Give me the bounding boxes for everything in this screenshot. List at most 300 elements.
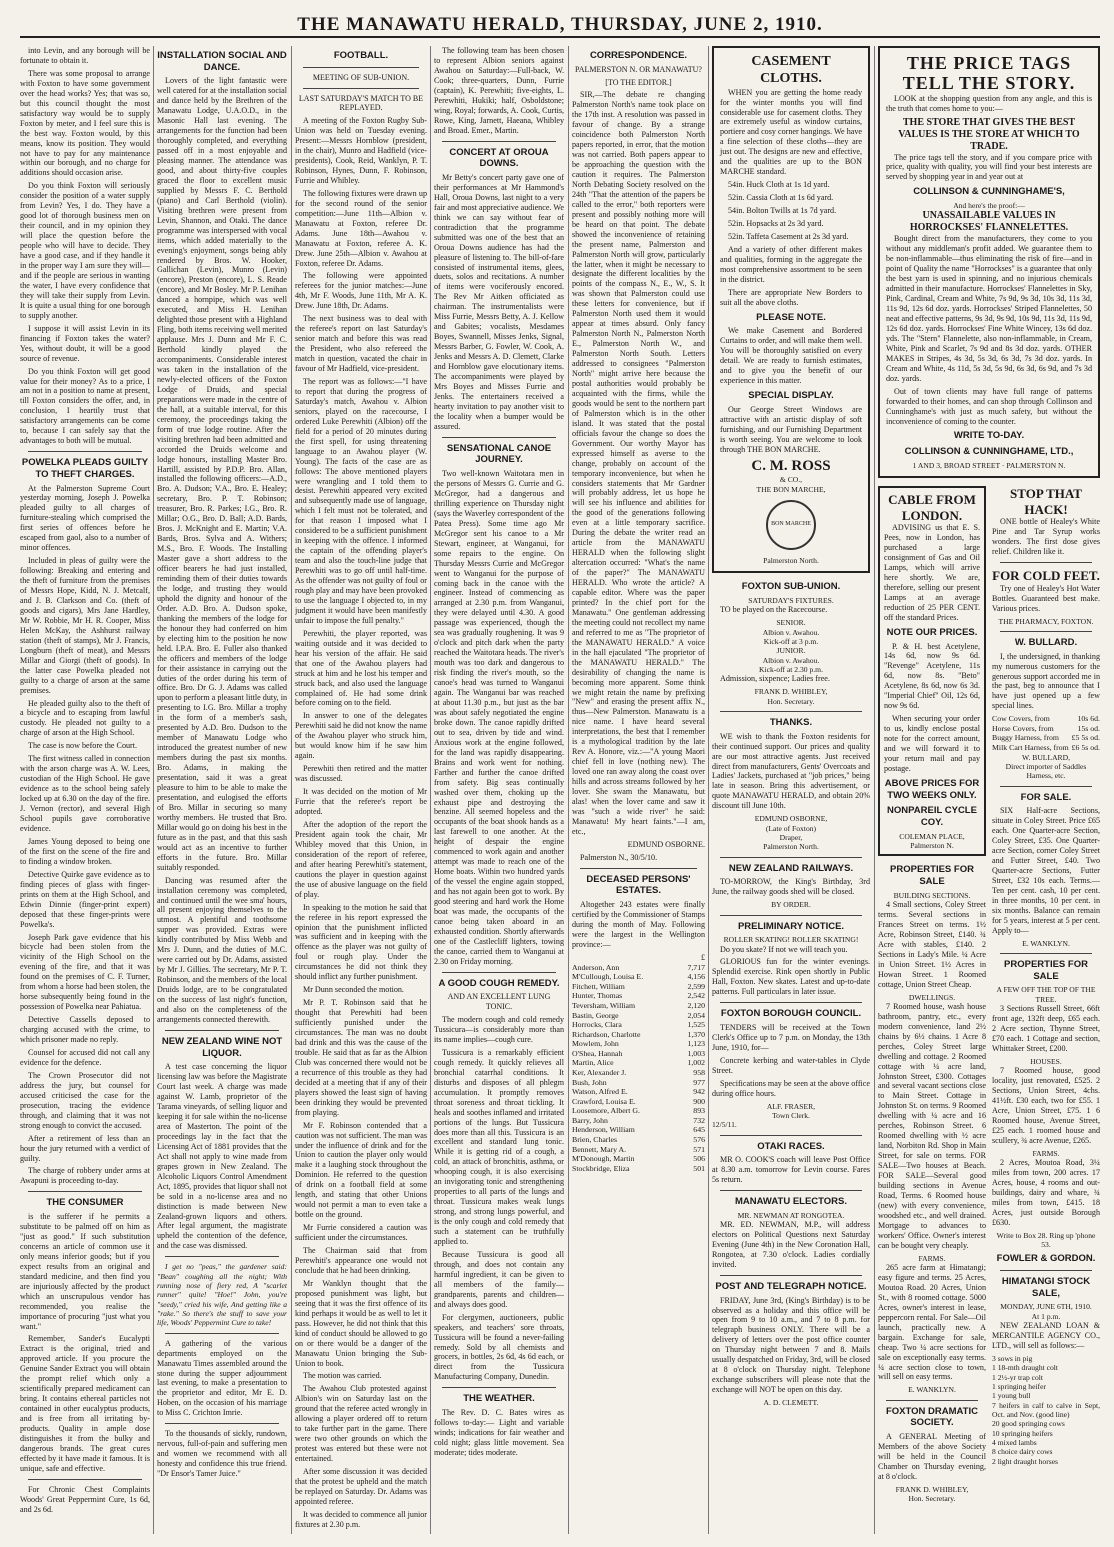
signature-line: Palmerston North. <box>763 842 819 852</box>
estate-name: Henderson, William <box>572 1125 635 1135</box>
estate-row <box>572 963 705 973</box>
estate-row <box>572 1106 705 1116</box>
estate-name: O'Shea, Hannah <box>572 1048 623 1058</box>
paragraph: For Chronic Chest Complaints Woods' Great Peppermint Cure, 1s 6d, and 2s 6d. <box>20 1484 150 1514</box>
ad-slogan: UNASSAILABLE VALUES IN HORROCKSES' FLANNELETTES. <box>909 210 1069 234</box>
estate-row <box>572 1087 705 1097</box>
ad-body: Do you skate? If not we will teach you. <box>720 944 848 954</box>
estate-row <box>572 991 705 1001</box>
ad-subheading: BUILDING SECTIONS. <box>893 890 971 900</box>
paragraph: The following were appointed referees for the junior matches:—June 4th, Mr F. Woods, June 11th, Mr A. K. Drew. June 18th, Dr. Adams. <box>295 271 427 311</box>
paragraph: Lovers of the light fantastic were well catered for at the installation social and dance held by the Brethren of the Manawatu Lodge, U.A.O.D., in the Masonic Hall last evening. The arrangements for the function had been thoroughly completed, and everything passed off in a most enjoyable and pleasing manner. The attendance was good, and about thirty-five couples graced the floor to excellent music supplied by Messrs F. C. Berthold (piano) and Carl Berthold (violin). Visiting brethren were present from Levin, Shannon, and Otaki. The dance programme was interspersed with vocal items, which added materially to the evening's enjoyment, songs being ably rendered by Bros. W. Hooker, Gallichan (Levin), Munro (Levin) (encore), Preston (encore), L. S. Reade (encore), and Mr Bosley. Mr P. Lenihan danced a hornpipe, which was well executed, and Miss H. Lenihan delighted those present with a Highland Fling, both items receiving well merited applause. Mrs J. Dunn and Mr F. C. Berthold kindly played the accompaniments. Considerable interest was taken in the installation of the newly-elected officers of the Foxton Lodge of Druids, and special preparations were made in the centre of the hall, at a suitable interval, for this ceremony, the proceedings taking the form of true lodge routine. After the visiting brethren had been admitted and accorded the Druids welcome and lodge honours, installing Master Bro. Hartill, assisted by P.D.P. Bro. Allan, installed the following officers:—A.D., Bro. A. Dudson; V.A., Bro. E. Healey; secretary, Bro. P. T. Robinson; treasurer, Bro. R. Parkes; I.G., Bro. R. Millar; O.G., Bro. D. Ball; A.D. Bards, Bros. J. McKnight and E. Martin; V.A. Bards, Bros. Sylva and A. Withers; M.S., Bro. F. Woods. The Installing Master gave a short address to the officer bearers he had just installed, reminding them of their duties towards the lodge, and trusting they would uphold the dignity and honour of the Order. A.D. Bro. A. Dudson spoke, thanking the members of the lodge for the honour they had conferred on him by electing him to the position he now held. I.P.A. Bro. E. Fuller also thanked the officers and members of the lodge for their assistance in carrying out the duties of the order during his term of office. Bro. Dr G. J. Adams was called upon to perform a pleasant little duty, in presenting to I.G. Bro. Millar a trophy in the form of a member's sash, presented by A.D. Bro. Dudson to the member of Manawatu Lodge who introduced the greatest number of new members during the past six months. Bro. Adams, in making the presentation, said it was a great pleasure to him to be able to make the presentation, and eulogised the efforts of Bro. Millar in securing so many worthy members. He trusted that Bro. Millar would go on doing his best in the future as in the past, and that this sash would act as an incentive to further efforts in the future. Bro. Millar suitably responded. <box>157 76 287 872</box>
estate-amount: 1,003 <box>687 1048 705 1058</box>
divider <box>720 1190 862 1191</box>
ad-heading: HIMATANGI STOCK SALE, <box>1001 1276 1091 1299</box>
ad-body: Specifications may be seen at the above office during office hours. <box>712 1078 870 1098</box>
ad-subheading: A FEW OFF THE TOP OF THE TREE. <box>996 985 1096 1004</box>
estate-amount: 2,054 <box>687 1010 705 1020</box>
paragraph: SIR,—The debate re changing Palmerston North's name took place on the 17th inst. A resolution was passed in favour of change. By a strange coincidence both Palmerston North papers reported, in error, that the motion was not carried. Both papers appear to be approaching the question with the caution it requires. The Palmerston North Debating Society resolved on the 24th "That the attention of the papers be called to the error," both reporters were present and possibly nothing more will be heard on that point. The debate showed the inconvenience of retaining the present name, Palmerston and Palmerston North will grow, particularly the latter, when it might be necessary to designate the different localities by the points of the compass N., E., W., S. It was shown that Palmerston could use these letters for convenience, but if Palmerston North used them it would appear at times absurd. Only fancy Palmerston North N., Palmerston North E., Palmerston North W., and Palmerston North South. Letters addressed to consignees "Palmerston North" might arrive here because the postal authorities would probably be acquainted with the firms, while the goods would be sent to the northern part of Palmerston which is in the other island. It was stated that the postal officials favour the change so does the Government. Our worthy Mayor has expressed himself as averse to the change, probably on account of the temporary inconvenience, but when he considers statements that Mr Gardner will probably address, let us hope he will see his influence and abilities for the good of the generations following even at a little temporary sacrifice. During the debate the writer read an article from the MANAWATU HERALD when the following slight altercation occurred: "What's the name of the paper?" The MANAWATU HERALD. Who wrote the article? A capable editor. Where was the paper printed? In the chief port for the Manawatu." One gentleman addressing the meeting could not recollect my name and referred to me as "The proprietor of the MANAWATU HERALD." A voice in the hall ejaculated "The proprietor of the MANAWATU HERALD." The desirability of changing the name is becoming more apparent. Some think we might retain the name by prefixing "New" and erasing the present affix N., thus—New Palmerston. Manawatu is a nice name. I have heard several interpretations, the best that I remember is a mythological tradition by the late Rev A. Honore, viz.:—"A young Maori chief fell in love (nothing new). The loved one ran away along the coast over hills and across streams followed by her lover. She swam the Manawatu, but alas! when the lover came and saw it was "such a wide river" he said: Manawatu! My heart faints."—I am, etc., <box>572 90 705 836</box>
divider <box>303 88 419 89</box>
paragraph: The Crown Prosecutor did not address the jury, but counsel for accused criticised the case for the prosecution, tracing the evidence through, and claiming that it was not strong enough to convict the accused. <box>20 1070 150 1130</box>
divider <box>28 451 142 452</box>
article-subheading: LAST SATURDAY'S MATCH TO BE REPLAYED. <box>298 93 424 113</box>
article-heading: NEW ZEALAND WINE NOT LIQUOR. <box>161 1035 283 1059</box>
estate-name: Martin, Alice <box>572 1058 614 1068</box>
match: Albion v. Awahou. <box>762 627 820 637</box>
price-item-name: Buggy Harness, from <box>992 733 1059 743</box>
paragraph: Mr Wanklyn thought that the proposed punishment was light, but seeing that it was the first offence of its kind perhaps it would be as well to let it pass. However, he did not think that this kind of conduct should be allowed to go on or there would be a danger of the Manawatu Union bringing the Sub-Union to book. <box>295 1278 427 1368</box>
paragraph: To the thousands of sickly, rundown, nervous, full-of-pain and suffering men and women we recommend with all honesty and confidence this true friend. "Dr Ensor's Tamer Juice." <box>157 1429 287 1479</box>
estate-amount: 576 <box>693 1135 705 1145</box>
ad-subheading: FARMS. <box>1032 1148 1060 1158</box>
article-subheading: PALMERSTON N. OR MANAWATU? <box>575 64 702 74</box>
ad-heading: NOTE OUR PRICES. <box>886 626 978 638</box>
ad-heading: PRELIMINARY NOTICE. <box>737 920 845 932</box>
ad-body: Concrete kerbing and water-tables in Clyde Street. <box>712 1055 870 1075</box>
ad-body: And a variety of other different makes and qualities, forming in the aggregate the most comprehensive assortment to be seen in the district. <box>720 244 862 284</box>
estate-name: Ker, Alexander J. <box>572 1068 627 1078</box>
ad-title: CABLE FROM LONDON. <box>888 492 976 523</box>
price-item-name: Horse Covers, from <box>992 723 1054 733</box>
ad-body: We make Casement and Bordered Curtains to order, and will make them well. You will be thoroughly satisfied on every detail. We are ready to furnish estimates, and to give you the benefit of our experience in this matter. <box>720 326 862 386</box>
stock-item: 10 springing heifers <box>992 1428 1053 1438</box>
estate-name: Stockbridge, Eliza <box>572 1163 630 1173</box>
divider <box>720 915 862 916</box>
paragraph: It was decided to commence all junior fixtures at 2.30 p.m. <box>295 1509 427 1529</box>
ad-heading: FOR SALE. <box>1020 791 1072 803</box>
estate-row <box>572 1039 705 1049</box>
stock-item: 1 young bull <box>992 1391 1031 1401</box>
ad-body: TENDERS will be received at the Town Clerk's Office up to 7 p.m. on Monday, the 13th June, 1910, for— <box>712 1022 870 1052</box>
paragraph: The Rev. D. C. Bates wires as follows to-day:— Light and variable winds; indications for fair weather and cold night; glass little movement. Sea moderate; tides moderate. <box>434 1408 564 1457</box>
firm-name: NONPAREIL CYCLE COY. <box>887 805 977 828</box>
estate-row <box>572 1001 705 1011</box>
estate-row <box>572 1154 705 1164</box>
ad-subheading: At 1 p.m. <box>1031 1311 1061 1321</box>
ad-subheading: DWELLINGS. <box>908 992 956 1002</box>
ad-body: ADVISING us that E. S. Pees, now in London, has purchased a large consignment of Gas and Oil Lamps, which will arrive here shortly. We are, therefore, selling our present Lamps at an average reduction of 25 PER CENT. off the standard Prices. <box>884 523 980 622</box>
ad-title: STOP THAT HACK! <box>1010 486 1082 517</box>
paragraph: He pleaded guilty also to the theft of a bicycle and to escaping from lawful custody. He pleaded not guilty to a charge of arson at the High School. <box>20 698 150 738</box>
ad-body: ONE bottle of Healey's White Pine and Tar Syrup works wonders. The first dose gives relief. Children like it. <box>992 517 1100 557</box>
paragraph: Remember, Sander's Eucalypti Extract is the original, tried and approved article. If you procure the Genuine Sander Extract you will obtain the prompt relief which only a scientifically prepared medicament can bring. It contains ethereal particles not contained in other eucalyptus products, and is free from all irritating by-products. Quality in ample dose distinguishes it from the bulky and dangerous brands. The great cures effected by it have made it famous. It is unique, safe and effective. <box>20 1334 150 1473</box>
estate-amount: 571 <box>693 1144 705 1154</box>
ad-item: 52in. Cassia Cloth at 1s 6d yard. <box>728 193 834 203</box>
column-divider <box>430 46 431 1534</box>
column-divider <box>874 46 875 1534</box>
estate-amount: 977 <box>693 1077 705 1087</box>
verse: I get no "peas," the gardener said: "Bean" coughing all the night; With running nose of fiery red, A "scarlet runner" quite! "Hoe!" John, you're "seedy," cried his wife, And getting like a "rake." So there's the stuff to save your life, Woods' Peppermint Cure to take! <box>157 1262 287 1328</box>
signature: FRANK D. WHIBLEY, <box>754 687 828 697</box>
divider <box>442 1387 556 1388</box>
article-heading: POWELKA PLEADS GUILTY TO THEFT CHARGES. <box>21 457 149 480</box>
divider <box>1000 786 1092 787</box>
price-item-price: £6 5s od. <box>1071 743 1100 753</box>
paragraph: The case is now before the Court. <box>28 741 138 751</box>
estate-name: Barry, John <box>572 1115 608 1125</box>
divider <box>1000 562 1092 563</box>
masthead <box>20 8 1100 38</box>
ads-column-1 <box>712 46 870 1534</box>
article-heading: CORRESPONDENCE. <box>589 50 688 61</box>
paragraph: In speaking to the motion he said that the referee in his report expressed the opinion that the punishment inflicted was sufficient and in keeping with the offence as the player was not guilty of foul or rough play. Under the circumstances he did not think they should inflict any further punishment. <box>295 902 427 982</box>
stock-item: 2 light draught horses <box>992 1456 1059 1466</box>
article-heading: INSTALLATION SOCIAL AND DANCE. <box>157 50 287 73</box>
divider <box>442 972 556 973</box>
signature: FRANK D. WHIBLEY, <box>895 1484 969 1494</box>
paragraph: There was some proposal to arrange with Foxton to have some government over the head works? Yes; that was so, but this council thought the most satisfactory way would be to supply Foxton by meter, and I feel sure this is the best way. Foxton would, by this means, know its position. They would not have to pay for any maintenance within our borough, and no charge for additions should occasion arise. <box>20 68 150 178</box>
stock-item: 7 heifers in calf to calve in Sept, Oct. and Nov. (good line) <box>992 1400 1100 1419</box>
price-item <box>992 724 1100 734</box>
signature-title: Direct importer of Saddles Harness, etc. <box>1005 761 1087 781</box>
divider <box>442 437 556 438</box>
paragraph: The next business was to deal with the referee's report on last Saturday's senior match and before this was read the President, who also refereed the match in question, vacated the chair in favour of Mr Hadfield, vice-president. <box>295 314 427 374</box>
estate-name: Bennett, Mary A. <box>572 1144 627 1154</box>
estate-amount: 4,156 <box>687 972 705 982</box>
estate-name: Anderson, Ann <box>572 962 620 972</box>
paragraph: For clergymen, auctioneers, public speakers, and teachers' sore throats, Tussicura will be found a never-failing remedy. Sold by all chemists and grocers, in bottles, 2s 6d, 4s 6d each, or direct from the Tussicura Manufacturing Company, Dunedin. <box>434 1312 564 1382</box>
ad-heading: FOXTON BOROUGH COUNCIL. <box>720 1008 862 1020</box>
estate-row <box>572 1030 705 1040</box>
paragraph: After some discussion it was decided that the protest be upheld and the match be replayed on Saturday. Dr. Adams was appointed referee. <box>295 1467 427 1506</box>
estate-amount: 2,120 <box>687 1000 705 1010</box>
date-line: Palmerston N., 30/5/10. <box>580 852 658 862</box>
ad-body: TO-MORROW, the King's Birthday, 3rd June, the railway goods shed will be closed. <box>712 877 870 897</box>
divider <box>165 1030 279 1031</box>
stock-item: 1 18-mth draught colt <box>992 1363 1059 1373</box>
estate-row <box>572 1145 705 1155</box>
paragraph: Included in pleas of guilty were the following: Breaking and entering and the theft of furniture from the premises of Messrs Hope, Kidd, N. J. Metcalf, and J. B. Clarkson and Co. (theft of goods and cigars), Mrs Jane Hardley, Mr W. Robbie, Mr H. R. Cooper, Miss Helen McKay, the Ashhurst railway station (theft of stamps), Mr J. Francis, Longburn (theft of meat), and Messrs Millar and Giorgi (theft of goods). In the latter case Powelka pleaded not guilty to a charge of arson at the same premises. <box>20 556 150 695</box>
ad-body: LOOK at the shopping question from any angle, and this is the truth that comes home to you:— <box>886 93 1092 113</box>
ad-heading: ABOVE PRICES FOR TWO WEEKS ONLY. <box>884 777 980 801</box>
article-heading: SENSATIONAL CANOE JOURNEY. <box>446 442 552 466</box>
paragraph: A meeting of the Foxton Rugby Sub-Union was held on Tuesday evening. Present:—Messrs Hornblow (president, in the chair), Munro and Hadfield (vice-presidents), Cook, Reid, Wanklyn, P. T. Robinson, Hynes, Dunn, F. Robinson, Furrie and Whibley. <box>295 116 427 185</box>
paragraph: Joseph Park gave evidence that his bicycle had been stolen from the vicinity of the High School on the evening of the fire, and that it was found on the premises of C. F. Turner, from whom a horse had been stolen, the horse subsequently being found in the possession of Powelka near Pahiatua. <box>20 932 150 1012</box>
ad-body: SIX Half-acre Sections, situate in Coley Street. Price £65 each. One Quarter-acre Section, Coley Street, £35. One Quarter-acre Section, corner Coley Street and Futter Street, £40. Two Quarter-acre Sections, Futter Street, £32 10s each. Terms.—Ten per cent. cash, 10 per cent. in three months, 10 per cent. in six months. Balance can remain for 5 years, interest at 5 per cent. Apply to— <box>992 806 1100 935</box>
column-5 <box>572 46 705 1534</box>
ad-item: 54in. Bolton Twills at 1s 7d yard. <box>728 206 837 216</box>
ad-body: 3 Sections Russell Street, 66ft front age, 132ft deep, £65 each. 2 Acre section, Thynne Street, £70 each. 1 Cottage and section, Whittaker Street, £200. <box>992 1004 1100 1053</box>
estate-row <box>572 1078 705 1088</box>
price-item-name: Milk Cart Harness, from <box>992 743 1069 753</box>
ad-body: MR O. COOK'S coach will leave Post Office at 8.30 a.m. tomorrow for Levin course. Fares 5s return. <box>712 1155 870 1185</box>
estate-name: M'Cullough, Louisa E. <box>572 972 644 982</box>
paragraph: The Chairman said that from Perewhiti's appearance one would not conclude that he had been drinking. <box>295 1246 427 1275</box>
ad-body: 265 acre farm at Himatangi; easy figure and terms. 25 Acres, Moutoa Road. 20 Acres, Union St., with 8 roomed cottage. 5000 Acres, owner's interest in lease, peppercorn rental. For Sale—Oil launch, practically new. A bargain. Exchange for sale, cheap. Two ¼ acre sections for sale on exceptionally easy terms. ¼ acre section close to town, will sell on easy terms. <box>878 1263 986 1382</box>
estate-row <box>572 1125 705 1135</box>
ad-slogan: THE STORE THAT GIVES THE BEST VALUES IS THE STORE AT WHICH TO TRADE. <box>898 116 1080 152</box>
ad-subheading: FARMS. <box>918 1253 946 1263</box>
ad-heading: PROPERTIES FOR SALE <box>1004 959 1088 982</box>
firm-co: & CO., <box>779 475 803 485</box>
paragraph: Two well-known Waitotara men in the persons of Messrs G. Currie and G. McGregor, had a dangerous and thrilling experience on Thursday night (says the Waverley correspondent of the Patea Press). Some time ago Mr McGregor sent his canoe to a Mr Stewart, engineer, at Wanganui, for some repairs to the engine. On Thursday Messrs Currie and McGregor went to Wanganui for the purpose of coming back in the canoe with the engineer. Instead of commencing as arranged at 2.30 p.m. from Wanganui, they were delayed until 4.30. A good passage was experienced, though the sea was gradually roughening. It was 9 o'clock and pitch dark when the party reached the Waitotara heads. The river's mouth was too dark and dangerous to risk finding the river's mouth, so the canoe's head was turned to Wanganui again. The Wanganui bar was reached at about 11.30 p.m., but just as the bar was about safely negotiated the engine broke down. The canoe rapidly drifted out to sea, driven by tide and wind. Anxious work at the engine followed, for the land was rapidly disappearing. Brains and work went for nothing. Farther and further the canoe drifted from safety. Big seas continually washed over them, choking up the exhaust pipe and destroying the benzine. All seemed hopeless and the occupants of the boat shook hands as a last farewell to one another. At the height of despair the engine commenced to work again and another attempt was made to reach one of the Home boats. Within two hundred yards of the vessel the engine again stopped, and has not again been got to work. By good steering and hard work the Home boat was made, the occupants of the canoe being taken aboard in an exhausted condition. Shortly afterwards one of the Castlecliff lighters, towing the canoe, carried them to Wanganui at 2.30 on Friday morning. <box>434 469 564 966</box>
currency-symbol: £ <box>701 952 705 962</box>
paragraph: Perewhiti then retired and the matter was discussed. <box>295 764 427 784</box>
grade-label: JUNIOR. <box>776 646 806 656</box>
paragraph: The first witness called in connection with the arson charge was A. W. Lees, custodian of the High School. He gave evidence as to the school being safely locked up at 6.30 on the day of the fire. J. Vernon (rector), and several High School pupils gave corroborative evidence. <box>20 754 150 833</box>
estate-amount: 645 <box>693 1125 705 1135</box>
estate-name: Hunter, Thomas <box>572 991 623 1001</box>
signature: W. BULLARD, <box>1021 752 1071 762</box>
price-item-price: £5 5s od. <box>1071 733 1100 743</box>
estate-amount: 1,525 <box>687 1020 705 1030</box>
ad-heading: PLEASE NOTE. <box>756 311 826 323</box>
cable-ad <box>878 486 986 856</box>
stock-item: 3 sows in pig <box>992 1353 1033 1363</box>
divider <box>886 1400 978 1401</box>
ad-heading: OTAKI RACES. <box>757 1140 825 1152</box>
ad-body: 4 Small sections, Coley Street terms. Several sections in Frances Street on terms. 1½ Acre, Robinson Street, £140. ¾ Acre with stables, £140. 2 Sections in Lady's Mile. ¼ Acre in Union Street. 1½ Acres in Howan Street. 1 Roomed cottage, Union Street Cheap. <box>878 899 986 989</box>
paragraph: Perewhiti, the player reported, was waiting outside and it was decided to hear his version of the affair. He said that one of the Awahou players had struck at him and he lost his temper and struck back, and also used the language complained of. He had some drink before coming on to the field. <box>295 628 427 708</box>
estate-name: M'Donough, Martin <box>572 1154 635 1164</box>
paragraph: James Young deposed to being one of the first on the scene of the fire and to finding a window broken. <box>20 836 150 866</box>
ad-body: A GENERAL Meeting of Members of the above Society will be held in the Council Chamber on Thursday evening, at 8 o'clock. <box>878 1432 986 1481</box>
ad-subheading: SATURDAY'S FIXTURES. <box>748 596 834 606</box>
newspaper-title: THE MANAWATU HERALD, THURSDAY, JUNE 2, 1910. <box>297 14 823 35</box>
estate-name: Mowlem, John <box>572 1039 619 1049</box>
ad-body: When securing your order to us, kindly enclose postal note for the correct amount, and we will forward it to your return mail and pay postage. <box>884 714 980 773</box>
paragraph: The motion was carried. <box>303 1371 382 1381</box>
ad-heading: FOXTON SUB-UNION. <box>741 581 841 593</box>
price-item <box>992 714 1100 724</box>
date-line: 12/5/11. <box>712 1120 737 1130</box>
paragraph: Do you think Foxton will get good value for their money? As to a price, I am not in a position to name at present, till Foxton considers the offer, and, in conclusion, I heartily trust that satisfactory arrangements can be come to, because I can safely say that the advantages to both will be mutual. <box>20 366 150 446</box>
paragraph: The modern cough and cold remedy Tussicura—is considerably more than its name implies—cough cure. <box>434 1015 564 1044</box>
ad-heading: NEW ZEALAND RAILWAYS. <box>728 862 854 874</box>
ad-body: GLORIOUS fun for the winter evenings. Splendid exercise. Rink open shortly in Public Hall, Foxton. New skates. Latest and up-to-date patterns. Full particulars in later issue. <box>712 957 870 997</box>
estate-row <box>572 1058 705 1068</box>
paragraph: I suppose it will assist Levin in its financing if Foxton takes the water? Yes, without doubt, it will be a good source of revenue. <box>20 323 150 363</box>
estate-row <box>572 1135 705 1145</box>
estate-name: Teversham, William <box>572 1000 636 1010</box>
estate-amount: 1,370 <box>687 1029 705 1039</box>
divider <box>1000 631 1092 632</box>
divider <box>28 1479 142 1480</box>
estate-amount: 2,599 <box>687 981 705 991</box>
paragraph: A test case concerning the liquor licensing law was before the Magistrate Court last week. A charge was made against W. Lamb, proprietor of the Tarama vineyards, of selling liquor and keeping it for sale within the no-license area of Masterton. The point of the proceedings lay in the fact that the Licensing Act of 1881 provides that the Act shall not apply to wine made from grapes grown in New Zealand. The Alcoholic Liquors Control Amendment Act, 1895, provides that liquor shall not be sold in a no-license area and no distinction is made between New Zealand-grown liquors and others. After legal argument, the magistrate upheld the contention of the defence, and the case was dismissed. <box>157 1062 287 1251</box>
paragraph: A gathering of the various departments employed on the Manawatu Times assembled around the stone during the supper adjournment last evening, to make a presentation to the proprietor and editor, Mr E. D. Hoben, on the occasion of his marriage to Miss C. Crichton Imrie. <box>157 1338 287 1418</box>
estate-row <box>572 1020 705 1030</box>
estate-amount: 1,123 <box>687 1039 705 1049</box>
ad-body: And here's the proof:— <box>953 201 1025 211</box>
stock-item: 4 mixed lambs <box>992 1437 1037 1447</box>
paragraph: The following fixtures were drawn up for the second round of the senior competition:—June 11th—Albion v. Manawatu at Foxton, referee Dr. Adams. June 18th—Awahou v. Manawatu at Foxton, referee A. K. Drew. June 25th—Albion v. Awahou at Foxton, referee Dr. Adams. <box>295 188 427 268</box>
estate-amount: 501 <box>693 1163 705 1173</box>
divider <box>720 711 862 712</box>
paragraph: In answer to one of the delegates Perewhiti said he did not know the name of the Awahou player who struck him, but would know him if he saw him again. <box>295 711 427 761</box>
paragraph: Detective Cassells deposed to charging accused with the crime, to which prisoner made no reply. <box>20 1015 150 1045</box>
article-heading: CONCERT AT OROUA DOWNS. <box>449 146 549 170</box>
estate-name: Brien, Charles <box>572 1135 618 1145</box>
ad-subheading: HOUSES. <box>1030 1056 1062 1066</box>
estate-name: Horrocks, Clara <box>572 1020 622 1030</box>
paragraph: Detective Quirke gave evidence as to finding pieces of glass with finger-prints on them at the High School, and Edwin Dinnie (finger-print expert) deposed that these finger-prints were Powelka's. <box>20 869 150 929</box>
divider <box>580 868 697 869</box>
article-heading: FOOTBALL. <box>333 50 389 61</box>
paragraph: The Awahou Club protested against Albion's win on Saturday last on the ground that the referee acted wrongly in allowing a player ordered off to return to take further part in the game. There were two other grounds on which the protest was entered but these were not entertained. <box>295 1384 427 1464</box>
ad-item: 54in. Huck Cloth at 1s 1d yard. <box>728 180 830 190</box>
ad-body: Bought direct from the manufacturers, they come to you without any middleman's profit added. We guarantee them to be non-inflammable—thus eliminating the risk of fire—and in point of Quality the name "Horrockses" is a guarantee that only the best yarn is used in spinning, and no injurious chemicals admitted in their manufacture. Horrockses' Flannelettes in Sky, Pink, Cardinal, Cream and White, 7s 9d, 9s 3d, 10s 3d, 11s 3d, 11s 9d, 12s 6d doz. yards. Horrockses' Striped Flannelettes, 50 neat and effective patterns, 9s 3d, 9s 9d, 10s 9d, 11s 3d, 11s 9d, 12s 6d doz. yards. Horrockses' Fine White Wincey, 13s 6d doz. yds. The "Stern" Flannelette, also non-inflammable, in Cream, White, Pink and Scarlet, 7s 9d and 8s 3d doz. yards. OTHER MAKES in Stripes, 4s 3d, 5s 3d, 6s 3d, 7s 3d doz. yards. In Cream and White, 4s 11d, 5s 3d, 5s 9d, 6s 3d, 6s 9d, and 7s 3d doz. yards. <box>886 234 1092 383</box>
estate-row <box>572 1049 705 1059</box>
estate-amount: 7,717 <box>687 962 705 972</box>
signature-line: (Late of Foxton) <box>765 823 817 833</box>
ad-heading: MANAWATU ELECTORS. <box>734 1196 848 1208</box>
estate-amount: 942 <box>693 1087 705 1097</box>
divider <box>303 67 419 68</box>
ad-body: Try one of Healey's Hot Water Bottles. Guaranteed best make. Various prices. <box>992 583 1100 613</box>
paragraph: Mr Dunn seconded the motion. <box>303 985 404 995</box>
estate-row <box>572 1097 705 1107</box>
paragraph: Mr Betty's concert party gave one of their performances at Mr Hammond's Hall, Oroua Downs, last night to a very fair and most appreciative audience. We think we can say without fear of contradiction that the programme submitted was one of the best that an Oroua Downs audience has had the pleasure of listening to. The bill-of-fare consisted of instrumental items, glees, duets, solos and recitations. A number of items were vociferously encored. The Rev Mr Aitken officiated as chairman. The instrumentalists were Miss Furrie, Messrs Betty, A. J. Kellow and Gabites; vocalists, Mesdames Boyes, Swannell, Misses Jenks, Signal, Messrs Barber, G. Fowler, W. Cook, A. Jenks and Messrs A. D. Clemett, Clarke and Hornblow gave elocutionary items. The accompaniments were played by Mrs Boyes and Misses Furrie and Jenks. The entertainers received a hearty invitation to pay another visit to the locality when a bumper would be assured. <box>434 172 564 431</box>
divider <box>165 1333 279 1334</box>
column-divider <box>708 46 709 1534</box>
ad-item: 52in. Hopsacks at 2s 3d yard. <box>728 219 824 229</box>
ad-body: Admission, sixpence; Ladies free. <box>720 674 830 684</box>
paragraph: Because Tussicura is good all through, and does not contain any harmful ingredient, it can be given to all members of the family—grandparents, parents and children—and always does good. <box>434 1249 564 1309</box>
ad-body: WE wish to thank the Foxton residents for their continued support. Our prices and quality are our most attractive agents. Just received direct from manufacturers, Gents' Overcoats and Ladies' Jackets, purchased at "job prices," being late in season. Bring this advertisement, or quote MANAWATU HERALD, and obtain 20% discount till June 10th. <box>712 731 870 811</box>
column-2 <box>157 46 287 1534</box>
paragraph: The following team has been chosen to represent Albion seniors against Awahou on Saturday:—Full-back, W. Cook; three-quarters, Dunn, Furrie (captain), K. Perewhiti; five-eights, L. Perewhiti, Hukiki; half, Osboldstone; wing, Royal; forwards, A. Cook, Curtis, Rowe, King, Jarnett, Haeana, Whibley and Broad. Emer., Martin. <box>434 46 564 135</box>
ad-body: There are appropriate New Borders to suit all the above cloths. <box>720 287 862 307</box>
ad-body: P. & H. best Acetylene, 14s 6d, now 9s 6d. "Revenge" Acetylene, 11s 6d, now 8s. "Beto" Acetylene, 8s 6d, now 6s 3d. "Imperial Chief" Oil, 12s 6d, now 9s 6d. <box>884 641 980 711</box>
divider <box>720 1135 862 1136</box>
estate-row <box>572 972 705 982</box>
paragraph: Altogether 243 estates were finally certified by the Commissioner of Stamps during the month of May. Following were the largest in the Wellington province:— <box>572 900 705 949</box>
firm-store: THE BON MARCHE, <box>756 484 826 494</box>
ad-body: Our George Street Windows are attractive with an artistic display of soft furnishing, and our Furnishing Department is worth seeing. You are welcome to look through THE BON MARCHE. <box>720 404 862 454</box>
article-subheading: [TO THE EDITOR.] <box>605 77 672 87</box>
article-subheading: AND AN EXCELLENT LUNG TONIC. <box>447 992 551 1012</box>
ad-title: FOR COLD FEET. <box>992 568 1100 584</box>
stock-item: 20 good springing cows <box>992 1419 1065 1429</box>
price-item <box>992 733 1100 743</box>
signature-title: Hon. Secretary. <box>908 1494 956 1504</box>
casement-ad <box>712 46 870 573</box>
estate-amount: 1,002 <box>687 1058 705 1068</box>
signature: A. D. CLEMETT. <box>763 1398 819 1408</box>
ad-body: 7 Roomed house, wash house bathroom, pantry, etc., every modern convenience, land 2½ chains by 6½ chains. 1 Acre 8 perches, Coley Street large dwelling and cottage. 2 Roomed cottage with ¼ acre land, Johnston Street, £300. Cottages and several vacant sections close to Main Street. Cottage in Johnston St. on terms. 9 Roomed dwelling with ¼ acre and 16 perches, Robinson Street. 6 Roomed dwelling with ½ acre land, Norbiton Rd. Shop in Main Street, for sale on terms. FOR SALE—Two houses at Beach. FOR SALE—Several good building sections in Avenue Road, Terms. 6 Roomed house (new) with every convenience, woodshed etc., and well drained. Mortgage to advances to workers' Office. Owner's interest can be bought very cheaply. <box>878 1001 986 1250</box>
ad-heading: POST AND TELEGRAPH NOTICE. <box>715 1280 867 1292</box>
column-divider <box>568 46 569 1534</box>
paragraph: Tussicura is a remarkably efficient cough remedy. It quickly relieves all bronchial catarrhal conditions. It disturbs and disposes of all phlegm accumulation. It promptly removes throat soreness and throat tickling. It heals and soothes inflamed and irritated portions of the lungs. But Tussicura does more than all this. Tussicura is an excellent and standard lung tonic. While it is getting rid of a cough, a cold, an attack of bronchitis, asthma, or whooping cough, it is also exercising an invigorating tonic and strengthening properties to all parts of the lungs and throat. Tussicura makes weak lungs strong, and strong lungs powerful, and is the only cough and cold remedy that such a statement can be truthfully applied to. <box>434 1047 564 1246</box>
paragraph: into Levin, and any borough will be fortunate to obtain it. <box>20 46 150 65</box>
stock-list <box>992 1354 1100 1466</box>
ad-heading: THANKS. <box>769 717 813 728</box>
ad-title: THE PRICE TAGS TELL THE STORY. <box>902 53 1076 93</box>
ad-body: I, the undersigned, in thanking my numerous customers for the generous support accorded me in the past, beg to announce that I have just opened up a few special lines. <box>992 651 1100 711</box>
ad-subheading: MONDAY, JUNE 6TH, 1910. <box>1000 1302 1092 1312</box>
ad-body: MR. ED. NEWMAN, M.P., will address electors on Political Questions next Saturday Evening (June 4th) in the New Coronation Hall, Rongotea, at 7.30 o'clock. Ladies cordially invited. <box>712 1220 870 1269</box>
paragraph: Mr F. Robinson contended that a caution was not sufficient. The man was under the influence of drink and for the Union to caution the player only would make it a laughing stock throughout the Dominion. He referred to the question of drink on a football field at some length, and stating that other Unions would not permit a man to even take a bottle on the ground. <box>295 1120 427 1220</box>
divider <box>720 1275 862 1276</box>
ad-body: NEW ZEALAND LOAN & MERCANTILE AGENCY CO., LTD., will sell as follows:— <box>992 1321 1100 1350</box>
signature: E. WANKLYN. <box>908 1385 956 1395</box>
signature-line: Draper, <box>779 832 803 842</box>
signature: EDMUND OSBORNE. <box>627 839 705 849</box>
divider <box>28 1191 142 1192</box>
article-heading: THE CONSUMER <box>46 1197 124 1209</box>
divider <box>720 1002 862 1003</box>
paragraph: At the Palmerston Supreme Court yesterday morning, Joseph J. Powelka pleaded guilty to all charges of furniture-stealing which comprised the first series of offences before he escaped from gaol, also to a number of minor offences. <box>20 483 150 553</box>
article-heading: THE WEATHER. <box>463 1393 535 1405</box>
ad-heading: WRITE TO-DAY. <box>953 430 1025 442</box>
firm-name: THE PHARMACY, FOXTON. <box>998 616 1094 626</box>
firm-address: 1 AND 3, BROAD STREET · PALMERSTON N. <box>912 460 1066 470</box>
match: Albion v. Awahou. <box>762 655 820 665</box>
paragraph: Mr P. T. Robinson said that he thought that Perewhiti had been sufficiently punished under the circumstances. The man was no doubt bad drink and this was the cause of the trouble. He said that as far as the Albion Club was concerned there would not be a recurrence of this trouble as they had decided at a meeting that if any of their players showed the least sign of having been drinking they would be prevented from playing. <box>295 998 427 1117</box>
estate-name: Loosemore, Albert G. <box>572 1106 640 1116</box>
article-heading: DECEASED PERSONS' ESTATES. <box>586 873 691 897</box>
logo-text: BON MARCHE <box>771 521 811 528</box>
paragraph: Mr Furrie considered a caution was sufficient under the circumstances. <box>295 1223 427 1243</box>
ad-body: Out of town clients may have full range of patterns forwarded to their homes, and can shop through Collinson and Cunninghame's with just as much safety, but without the inconvenience of coming to the counter. <box>886 386 1092 426</box>
estate-amount: 900 <box>693 1096 705 1106</box>
ad-heading: PROPERTIES FOR SALE <box>890 864 974 887</box>
ad-heading: FOXTON DRAMATIC SOCIETY. <box>885 1405 978 1429</box>
estate-amount: 732 <box>693 1115 705 1125</box>
signature: ALF. FRASER, <box>766 1101 816 1111</box>
price-item <box>992 743 1100 753</box>
estate-name: Crawford, Louisa E. <box>572 1096 636 1106</box>
column-3 <box>295 46 427 1534</box>
estate-row <box>572 1164 705 1174</box>
stock-item: 1 springing heifer <box>992 1381 1046 1391</box>
estate-row <box>572 1116 705 1126</box>
paragraph: The charge of robbery under arms at Awapuni is proceeding to-day. <box>20 1166 150 1186</box>
firm-address: COLEMAN PLACE, Palmerston N. <box>899 831 965 850</box>
signature: BY ORDER. <box>771 900 811 910</box>
ads-subcolumn-right <box>992 486 1100 1503</box>
ad-body: FRIDAY, June 3rd, (King's Birthday) is to be observed as a holiday and this office will be open from 9 to 10 a.m., and 7 to 8 p.m. for telegraph business ONLY. There will be a delivery of letters over the post office counter on Thursday night between 7 and 8. Mails usually despatched on Friday, 3rd, will be closed at 8 o'clock on Thursday night. Telephone exchange subscribers will please note that the exchange will NOT be open on this day. <box>712 1295 870 1395</box>
paragraph: It was decided on the motion of Mr Furrie that the referee's report be adopted. <box>295 787 427 817</box>
estate-row <box>572 982 705 992</box>
ad-subheading: ROLLER SKATING! ROLLER SKATING! <box>723 935 859 945</box>
estate-amount: 893 <box>693 1106 705 1116</box>
ad-body: The price tags tell the story, and if you compare price with price, quality with quality, you will find your best interests are served by shopping year in and year out at <box>886 152 1092 182</box>
ad-body: WHEN you are getting the home ready for the winter months you will find considerable use for casement cloths. They are extremely useful as window curtains, portiere and cosy corner hangings. We have a fine selection of these cloths—they are just out. The designs are new and effective, and the qualities are up to the BON MARCHE standard. <box>720 87 862 177</box>
ad-heading: SPECIAL DISPLAY. <box>748 390 834 402</box>
price-item-price: 10s 6d. <box>1077 714 1100 724</box>
estate-name: Watson, Alfred E. <box>572 1087 628 1097</box>
estate-amount: 506 <box>693 1154 705 1164</box>
ads-column-2 <box>878 46 1100 1534</box>
paragraph: Counsel for accused did not call any evidence for the defence. <box>20 1047 150 1067</box>
firm-name: COLLINSON & CUNNINGHAME, LTD., <box>904 446 1074 458</box>
paragraph: Dancing was resumed after the installation ceremony was completed, and continued until the wee sma' hours, all present enjoying themselves to the utmost. A plentiful and toothsome supper was provided. Extras were kindly contributed by Miss Webb and Mrs J. Dunn, and the duties of M.C. were carried out by Dr. Adams, assisted by Mr J. Gillies. The secretary, Mr P. T. Robinson, and the members of the local Druids lodge, are to be congratulated on the success of last night's function, and also on the completeness of the arrangements connected therewith. <box>157 875 287 1024</box>
firm-name: COLLINSON & CUNNINGHAME'S, <box>913 186 1065 198</box>
paragraph: The report was as follows:—"I have to report that during the progress of Saturday's match, Awahou v. Albion seniors, played on the racecourse, I ordered Luke Perewhiti (Albion) off the field for a period of 20 minutes during the first spell, for using threatening language to an Awahou player (W. Young). The facts of the case are as follows: The above mentioned players were wrangling and I told them to desist. Perewhiti appeared very excited and subsequently made use of language, which I felt must not be tolerated, and for that reason I imposed what I considered to be a sufficient punishment in keeping with the offence. I informed the captain of the offending player's team and also the touch-line judge that Perewhiti was to go off until half-time. As the offender was not guilty of foul or rough play and may have been provoked to use the language I objected to, in my judgment it would have been manifestly unfair to impose the full penalty." <box>295 376 427 625</box>
firm-name: C. M. ROSS <box>751 458 831 475</box>
kickoff: Kick-off at 2.30 p.m. <box>759 665 823 675</box>
bon-marche-logo <box>766 500 816 550</box>
paragraph: is the sufferer if he permits a substitute to be palmed off on him as "just as good." If such substitution concerns an article of common use it only means inferior goods; but if you expect results from an original and standard medicine, and then find you are injuriously affected by the product which an unscrupulous vendor has recommended, you realise the importance of procuring "just what you want." <box>20 1212 150 1331</box>
ad-item: 52in. Taffeta Casement at 2s 3d yard. <box>728 231 849 241</box>
ad-subheading: MR. NEWMAN AT RONGOTEA. <box>737 1210 845 1220</box>
signature-title: Town Clerk. <box>772 1110 810 1120</box>
divider <box>720 857 862 858</box>
stock-item: 1 2½-yr trap colt <box>992 1372 1044 1382</box>
ad-title: CASEMENT CLOTHS. <box>751 54 831 86</box>
estate-name: Richardson, Charlotte <box>572 1029 641 1039</box>
paragraph: Do you think Foxton will seriously consider the position of a water supply from Levin? Yes, I do. They have a good lot of thorough business men on their council, and in my opinion they will place the question before the people who will have to decide. They have a good case, and if they handle it in the proper way I am sure they will—and if the people are serious in wanting the water, I have every confidence that they will take their supply from Levin. It is quite a usual thing for one borough to supply another. <box>20 181 150 320</box>
article-heading: A GOOD COUGH REMEDY. <box>438 977 560 989</box>
ad-body: 7 Roomed house, good locality, just renovated, £525. 2 Sections, Union Street, 4chs. 41½ft. £30 each, two for £55. 1 Acre, Union Street, £75. 1 6 Roomed house, Avenue Street, £25 each. 1 roomed house and scullery, ¾ acre Avenue, £265. <box>992 1066 1100 1145</box>
divider <box>165 1423 279 1424</box>
estate-amount: 2,542 <box>687 991 705 1001</box>
estate-row <box>572 1068 705 1078</box>
firm-place: Palmerston North. <box>763 556 819 566</box>
estate-name: Fitchett, William <box>572 981 625 991</box>
